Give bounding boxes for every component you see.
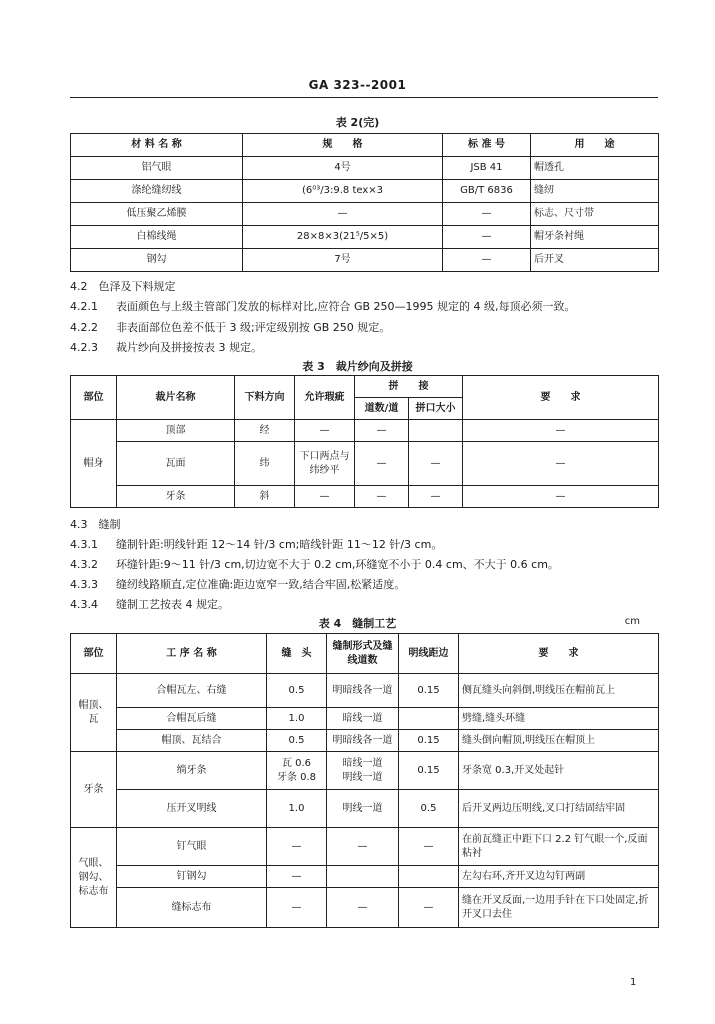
- table-cell: 牙条: [117, 486, 235, 508]
- table-cell: 气眼、 钢勾、 标志布: [71, 828, 117, 928]
- table-cell: —: [409, 442, 463, 486]
- table4-header-row: [71, 634, 659, 674]
- table-row: [71, 888, 659, 928]
- table-cell: 1.0: [267, 708, 327, 730]
- table-cell: 0.15: [399, 752, 459, 790]
- table-row: [71, 249, 659, 272]
- table-cell: 劈缝,缝头环缝: [459, 708, 659, 730]
- table-row: [71, 674, 659, 708]
- table-row: [71, 828, 659, 866]
- table4-header-cell: 明线距边: [399, 634, 459, 674]
- table-cell: 压开叉明线: [117, 790, 267, 828]
- table-row: [71, 180, 659, 203]
- table2-header-cell: 规 格: [243, 134, 443, 157]
- table-cell: 铝气眼: [71, 157, 243, 180]
- table-cell: 在前瓦缝正中距下口 2.2 钉气眼一个,反面粘衬: [459, 828, 659, 866]
- clause-number: 4.3.3: [70, 578, 98, 591]
- clause-4-2-1: [70, 298, 660, 314]
- table-cell: 28×8×3(21⁵/5×5): [243, 226, 443, 249]
- table-cell: 明线一道: [327, 790, 399, 828]
- table-cell: 钢勾: [71, 249, 243, 272]
- table4-header-cell: 缝制形式及缝线道数: [327, 634, 399, 674]
- table-row: [71, 226, 659, 249]
- table-row: [71, 752, 659, 790]
- table-cell: [399, 708, 459, 730]
- table-cell: 顶部: [117, 420, 235, 442]
- table3-header-cell: 拼 接: [355, 376, 463, 398]
- table-cell: 合帽瓦后缝: [117, 708, 267, 730]
- table4-header-cell: 部位: [71, 634, 117, 674]
- table-cell: —: [355, 486, 409, 508]
- table-cell: 后开叉: [531, 249, 659, 272]
- table-cell: 下口两点与纬纱平: [295, 442, 355, 486]
- table-cell: 瓦 0.6 牙条 0.8: [267, 752, 327, 790]
- table-cell: —: [463, 486, 659, 508]
- clause-4-2-2: [70, 319, 660, 335]
- clause-number: 4.3.2: [70, 558, 98, 571]
- table-cell: [409, 420, 463, 442]
- table2: [70, 133, 659, 272]
- table-row: [71, 442, 659, 486]
- table-cell: —: [295, 420, 355, 442]
- table-cell: 左勾右环,齐开叉边勾钉两副: [459, 866, 659, 888]
- table-cell: 暗线一道 明线一道: [327, 752, 399, 790]
- table-cell: 帽牙条衬绳: [531, 226, 659, 249]
- table-cell: 帽透孔: [531, 157, 659, 180]
- table4-caption: 表 4 缝制工艺: [318, 617, 397, 630]
- clause-text: 非表面部位色差不低于 3 级;评定级别按 GB 250 规定。: [116, 321, 391, 334]
- table3: [70, 375, 659, 508]
- clause-4-3-4: [70, 596, 660, 612]
- table-row: [71, 420, 659, 442]
- table-cell: 帽身: [71, 420, 117, 508]
- table3-header-row: [71, 376, 659, 398]
- table-cell: (6⁰³/3:9.8 tex×3: [243, 180, 443, 203]
- clause-number: 4.2.3: [70, 341, 98, 354]
- clause-text: 裁片纱向及拼接按表 3 规定。: [116, 341, 262, 354]
- table-cell: 暗线一道: [327, 708, 399, 730]
- table3-header-cell: 拼口大小: [409, 398, 463, 420]
- table2-header-cell: 材 料 名 称: [71, 134, 243, 157]
- table-cell: 后开叉两边压明线,叉口打结固结牢固: [459, 790, 659, 828]
- table-cell: 经: [235, 420, 295, 442]
- table-cell: —: [409, 486, 463, 508]
- table3-header-cell: 部位: [71, 376, 117, 420]
- table-cell: —: [463, 442, 659, 486]
- table-cell: —: [267, 828, 327, 866]
- standard-number: GA 323--2001: [308, 78, 407, 92]
- table2-header-cell: 标 准 号: [443, 134, 531, 157]
- table-cell: —: [399, 888, 459, 928]
- table-cell: 绱牙条: [117, 752, 267, 790]
- table-cell: 0.15: [399, 730, 459, 752]
- table-cell: 0.15: [399, 674, 459, 708]
- table-cell: —: [267, 888, 327, 928]
- clause-text: 缝制工艺按表 4 规定。: [116, 598, 229, 611]
- table-cell: 0.5: [267, 730, 327, 752]
- table4: [70, 633, 659, 928]
- table-cell: 明暗线各一道: [327, 730, 399, 752]
- header-rule: [70, 97, 658, 98]
- table4-header-cell: 工 序 名 称: [117, 634, 267, 674]
- table-cell: 0.5: [267, 674, 327, 708]
- table-cell: 合帽瓦左、右缝: [117, 674, 267, 708]
- table-row: [71, 486, 659, 508]
- section-4-3-title: 4.3 缝制: [70, 518, 121, 531]
- table-cell: 牙条宽 0.3,开叉处起针: [459, 752, 659, 790]
- table-cell: —: [327, 888, 399, 928]
- table-row: [71, 203, 659, 226]
- table-row: [71, 730, 659, 752]
- clause-text: 表面颜色与上级主管部门发放的标样对比,应符合 GB 250—1995 规定的 4 级,每顶必须一致。: [116, 300, 576, 313]
- table-cell: 牙条: [71, 752, 117, 828]
- table3-caption: 表 3 裁片纱向及拼接: [302, 360, 413, 373]
- table-cell: 白棉线绳: [71, 226, 243, 249]
- clause-number: 4.2.1: [70, 300, 98, 313]
- table2-header-cell: 用 途: [531, 134, 659, 157]
- table-cell: 缝标志布: [117, 888, 267, 928]
- table-cell: —: [267, 866, 327, 888]
- table2-caption: 表 2(完): [335, 116, 380, 129]
- clause-number: 4.2.2: [70, 321, 98, 334]
- clause-text: 缝制针距:明线针距 12～14 针/3 cm;暗线针距 11～12 针/3 cm。: [116, 538, 443, 551]
- table-cell: 1.0: [267, 790, 327, 828]
- table3-header-cell: 道数/道: [355, 398, 409, 420]
- clause-4-3-2: [70, 556, 660, 572]
- table-cell: 钉气眼: [117, 828, 267, 866]
- clause-4-3-1: [70, 536, 660, 552]
- table-cell: 钉钢勾: [117, 866, 267, 888]
- table-cell: 7号: [243, 249, 443, 272]
- clause-4-2-3: [70, 339, 660, 355]
- table-cell: —: [443, 203, 531, 226]
- clause-text: 环缝针距:9～11 针/3 cm,切边宽不大于 0.2 cm,环缝宽不小于 0.4 cm、不大于 0.6 cm。: [116, 558, 559, 571]
- table-cell: —: [327, 828, 399, 866]
- table-cell: 侧瓦缝头向斜倒,明线压在帽前瓦上: [459, 674, 659, 708]
- clause-text: 缝纫线路顺直,定位准确:距边宽窄一致,结合牢固,松紧适度。: [116, 578, 406, 591]
- table-cell: 帽顶、瓦结合: [117, 730, 267, 752]
- table-cell: —: [463, 420, 659, 442]
- table3-header-cell: 允许瑕疵: [295, 376, 355, 420]
- clause-number: 4.3.4: [70, 598, 98, 611]
- table-cell: 斜: [235, 486, 295, 508]
- table-cell: —: [243, 203, 443, 226]
- table-cell: —: [443, 249, 531, 272]
- table4-header-cell: 缝 头: [267, 634, 327, 674]
- clause-4-3-3: [70, 576, 660, 592]
- table-row: [71, 790, 659, 828]
- table4-header-cell: 要 求: [459, 634, 659, 674]
- table-cell: 瓦面: [117, 442, 235, 486]
- table-cell: —: [355, 442, 409, 486]
- table-cell: 缝在开叉反面,一边用手针在下口处固定,折开叉口去住: [459, 888, 659, 928]
- table-row: [71, 708, 659, 730]
- table-row: [71, 866, 659, 888]
- table-cell: 帽顶、瓦: [71, 674, 117, 752]
- section-4-2-title: 4.2 色泽及下料规定: [70, 280, 176, 293]
- clause-number: 4.3.1: [70, 538, 98, 551]
- table3-header-cell: 要 求: [463, 376, 659, 420]
- table2-header-row: [71, 134, 659, 157]
- table-cell: 明暗线各一道: [327, 674, 399, 708]
- table-cell: 缝纫: [531, 180, 659, 203]
- table-cell: [399, 866, 459, 888]
- table-cell: 4号: [243, 157, 443, 180]
- page-number: 1: [630, 977, 637, 988]
- table-cell: 纬: [235, 442, 295, 486]
- table-row: [71, 157, 659, 180]
- table-cell: [327, 866, 399, 888]
- table-cell: —: [399, 828, 459, 866]
- table4-unit: cm: [624, 616, 640, 627]
- table-cell: —: [355, 420, 409, 442]
- table-cell: GB/T 6836: [443, 180, 531, 203]
- table-cell: —: [295, 486, 355, 508]
- table-cell: —: [443, 226, 531, 249]
- table-cell: 涤纶缝纫线: [71, 180, 243, 203]
- table3-header-cell: 裁片名称: [117, 376, 235, 420]
- table-cell: 0.5: [399, 790, 459, 828]
- table-cell: 标志、尺寸带: [531, 203, 659, 226]
- table-cell: 缝头倒向帽顶,明线压在帽顶上: [459, 730, 659, 752]
- table-cell: JSB 41: [443, 157, 531, 180]
- table3-header-cell: 下料方向: [235, 376, 295, 420]
- table-cell: 低压聚乙烯膜: [71, 203, 243, 226]
